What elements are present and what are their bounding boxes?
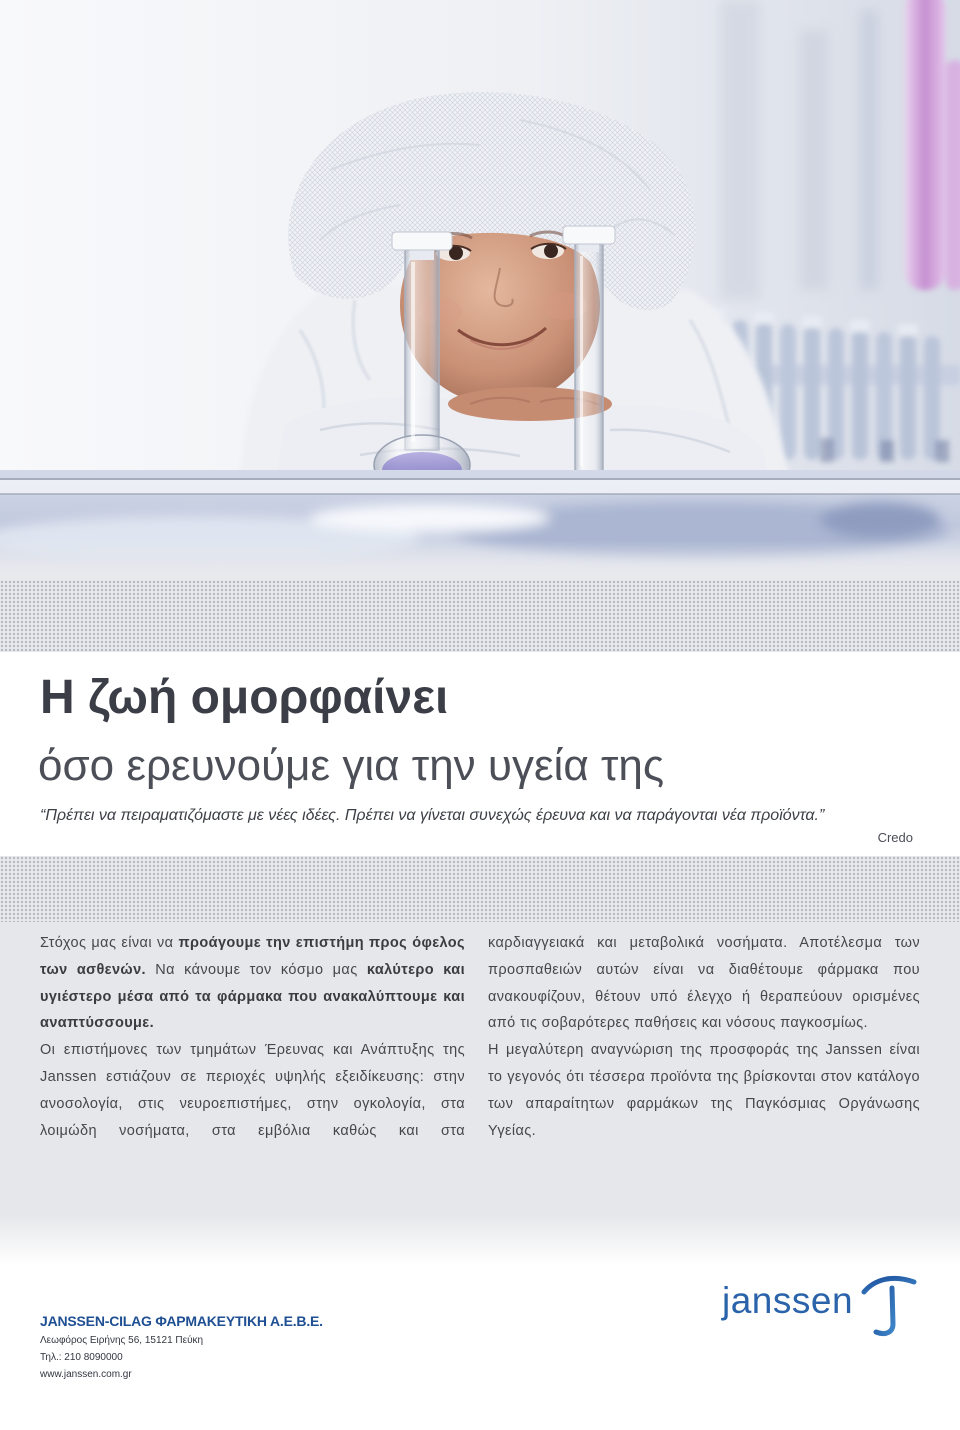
body-column-left bbox=[40, 930, 465, 1144]
headline-subtitle: όσο ερευνούμε για την υγεία της bbox=[38, 741, 665, 790]
hero-photo bbox=[0, 0, 960, 580]
body-paragraph bbox=[40, 930, 465, 1037]
janssen-swoosh-icon bbox=[858, 1262, 920, 1342]
text-panel-fade bbox=[0, 1215, 960, 1265]
lab-bench bbox=[0, 470, 960, 580]
company-address: Λεωφόρος Ειρήνης 56, 15121 Πεύκη bbox=[40, 1335, 204, 1346]
company-phone: Τηλ.: 210 8090000 bbox=[40, 1352, 123, 1363]
body-text-bold: καλύτερο και υγιέστερο μέσα από τα φάρμακα που ανακαλύπτουμε και αναπτύσσουμε. bbox=[40, 961, 466, 1032]
body-paragraph: Η μεγαλύτερη αναγνώριση της προσφοράς της Janssen είναι το γεγονός ότι τέσσερα προϊόντα της βρίσκονται στον κατάλογο των απαραίτητων φαρμάκων της Παγκόσμιας Οργάνωσης Υγείας. bbox=[488, 1042, 920, 1139]
body-paragraph: καρδιαγγειακά και μεταβολικά νοσήματα. Αποτέλεσμα των προσπαθειών αυτών είναι να διαθέτουμε φάρμακα που ανακουφίζουν, θέτουν υπό έλεγχο ή θεραπεύουν ορισμένες από τις σοβαρότερες παθήσεις και νόσους παγκοσμίως. bbox=[488, 935, 920, 1032]
janssen-logo-text: janssen bbox=[722, 1280, 854, 1321]
quote-text: “Πρέπει να πειραματιζόμαστε με νέες ιδέες. Πρέπει να γίνεται συνεχώς έρευνα και να παράγονται νέα προϊόντα.” bbox=[40, 807, 825, 824]
body-paragraph: Οι επιστήμονες των τμημάτων Έρευνας και Ανάπτυξης της Janssen εστιάζουν σε περιοχές υψηλής εξειδίκευσης: στην ανοσολογία, στις νευροεπιστήμες, στην ογκολογία, στα λοιμώδη νοσήματα, στα εμβόλια καθώς και στα bbox=[40, 1042, 465, 1139]
body-column-right bbox=[488, 930, 920, 1144]
company-website: www.janssen.com.gr bbox=[40, 1369, 132, 1380]
headline-title: Η ζωή ομορφαίνει bbox=[40, 671, 449, 724]
body-text-bold: προάγουμε την επιστήμη προς όφελος των ασθενών. bbox=[40, 935, 465, 978]
body-text: Να κάνουμε τον κόσμο μας bbox=[145, 961, 367, 978]
body-text: Στόχος μας είναι να bbox=[40, 935, 179, 951]
halftone-band-bottom bbox=[0, 856, 960, 922]
halftone-band-top bbox=[0, 580, 960, 652]
company-name: JANSSEN-CILAG ΦΑΡΜΑΚΕΥΤΙΚΗ Α.Ε.Β.Ε. bbox=[40, 1313, 323, 1329]
quote-source: Credo bbox=[877, 830, 913, 845]
